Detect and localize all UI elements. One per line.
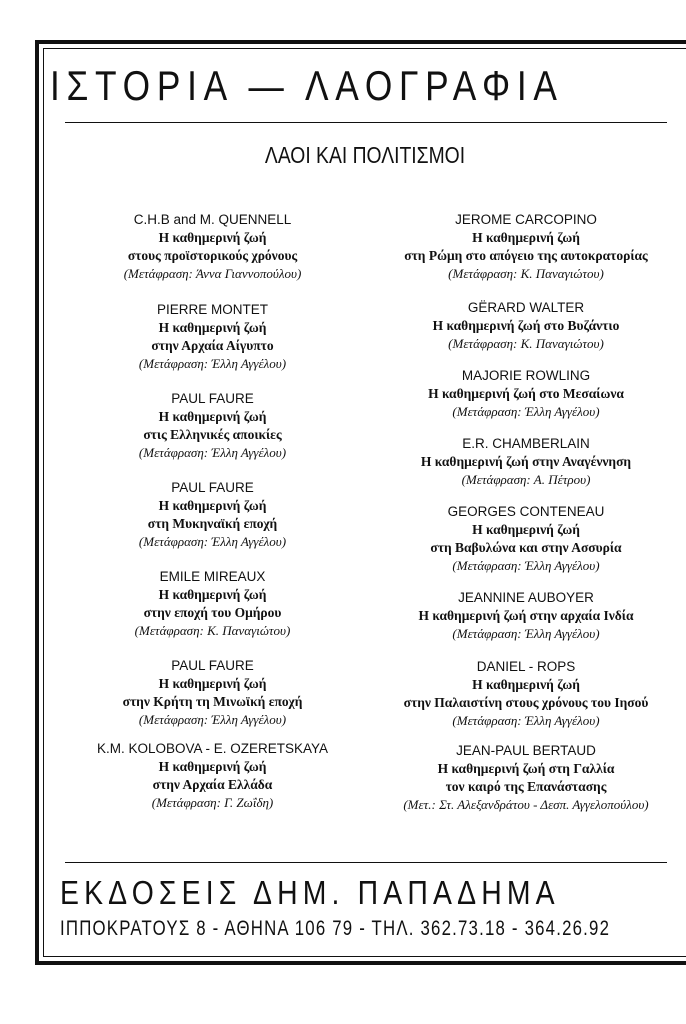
book-author: GËRARD WALTER [467, 300, 585, 315]
book-title-line: στην Αρχαία Αίγυπτο [151, 338, 274, 353]
book-title-line: Η καθημερινή ζωή στην αρχαία Ινδία [418, 608, 634, 623]
book-title-line: Η καθημερινή ζωή [158, 320, 267, 335]
book-title-line: Η καθημερινή ζωή στο Βυζάντιο [432, 318, 620, 333]
book-author: JEAN-PAUL BERTAUD [456, 743, 596, 758]
bottom-divider [65, 862, 667, 863]
book-author: PAUL FAURE [171, 658, 254, 673]
book-title-line: Η καθημερινή ζωή [472, 230, 580, 245]
book-translator: (Μετάφραση: Κ. Παναγιώτου) [448, 266, 604, 281]
book-entry [370, 210, 682, 298]
book-translator: (Μετάφραση: Έλλη Αγγέλου) [452, 713, 600, 728]
book-translator: (Μετάφραση: Έλλη Αγγέλου) [138, 356, 287, 371]
book-entry [75, 389, 350, 478]
book-title-line: στην Κρήτη τη Μινωϊκή εποχή [122, 694, 303, 709]
book-translator: (Μετάφραση: Άννα Γιαννοπούλου) [123, 266, 302, 281]
book-author: DANIEL - ROPS [476, 659, 576, 674]
book-title-line: Η καθημερινή ζωή [158, 409, 267, 424]
book-title-line: Η καθημερινή ζωή [158, 498, 267, 513]
publisher-address: ΙΠΠΟΚΡΑΤΟΥΣ 8 - ΑΘΗΝΑ 106 79 - ΤΗΛ. 362.73.18 - 364.26.92 [60, 917, 611, 940]
book-author: EMILE MIREAUX [159, 569, 266, 584]
book-title-line: Η καθημερινή ζωή [158, 230, 267, 245]
book-author: PAUL FAURE [171, 391, 254, 406]
book-title-line: Η καθημερινή ζωή στη Γαλλία [437, 761, 615, 776]
book-entry [370, 366, 682, 434]
book-entry [370, 502, 682, 588]
book-entry [370, 741, 682, 821]
book-entry [75, 300, 350, 389]
book-title-line: στη Βαβυλώνα και στην Ασσυρία [430, 540, 622, 555]
series-title: ΛΑΟΙ ΚΑΙ ΠΟΛΙΤΙΣΜΟΙ [264, 142, 466, 168]
top-divider [65, 122, 667, 123]
book-title-line: Η καθημερινή ζωή [158, 676, 267, 691]
book-title-line: στην Αρχαία Ελλάδα [152, 777, 273, 792]
book-translator: (Μετάφραση: Α. Πέτρου) [461, 472, 591, 487]
book-entry [370, 298, 682, 366]
book-entry [75, 478, 350, 567]
book-translator: (Μετάφραση: Έλλη Αγγέλου) [138, 445, 287, 460]
book-translator: (Μετάφραση: Έλλη Αγγέλου) [138, 712, 287, 727]
book-translator: (Μετ.: Στ. Αλεξανδράτου - Δεσπ. Αγγελοπούλου) [403, 797, 649, 812]
book-entry [370, 434, 682, 502]
book-title-line: Η καθημερινή ζωή στο Μεσαίωνα [428, 386, 624, 401]
book-title-line: Η καθημερινή ζωή στην Αναγέννηση [420, 454, 632, 469]
book-author: GEORGES CONTENEAU [447, 504, 605, 519]
publisher-name: ΕΚΔΟΣΕΙΣ ΔΗΜ. ΠΑΠΑΔΗΜΑ [60, 874, 560, 911]
book-entry [370, 588, 682, 657]
book-title-line: στην Παλαιστίνη στους χρόνους του Ιησού [403, 695, 649, 710]
book-author: E.R. CHAMBERLAIN [462, 436, 590, 451]
book-entry [75, 656, 350, 739]
book-entry [75, 210, 350, 300]
book-entry [75, 739, 350, 819]
book-author: JEROME CARCOPINO [455, 212, 597, 227]
book-translator: (Μετάφραση: Κ. Παναγιώτου) [448, 336, 604, 351]
book-title-line: τον καιρό της Επανάστασης [445, 779, 607, 794]
left-book-list [75, 210, 350, 819]
book-author: PIERRE MONTET [156, 302, 268, 317]
book-entry [75, 567, 350, 656]
book-translator: (Μετάφραση: Έλλη Αγγέλου) [452, 558, 600, 573]
book-translator: (Μετάφραση: Γ. Ζωΐδη) [151, 795, 274, 810]
book-title-line: στη Μυκηναϊκή εποχή [147, 516, 278, 531]
book-title-line: στους προϊστορικούς χρόνους [127, 248, 298, 263]
book-translator: (Μετάφραση: Έλλη Αγγέλου) [138, 534, 287, 549]
book-title-line: στη Ρώμη στο απόγειο της αυτοκρατορίας [404, 248, 648, 263]
book-translator: (Μετάφραση: Κ. Παναγιώτου) [134, 623, 291, 638]
book-translator: (Μετάφραση: Έλλη Αγγέλου) [452, 404, 600, 419]
book-translator: (Μετάφραση: Έλλη Αγγέλου) [452, 626, 600, 641]
book-title-line: Η καθημερινή ζωή [158, 587, 267, 602]
book-title-line: Η καθημερινή ζωή [158, 759, 267, 774]
book-title-line: στην εποχή του Ομήρου [143, 605, 282, 620]
book-author: JEANNINE AUBOYER [458, 590, 594, 605]
book-author: C.H.B and M. QUENNELL [133, 212, 292, 227]
book-title-line: Η καθημερινή ζωή [472, 677, 580, 692]
book-author: PAUL FAURE [171, 480, 254, 495]
book-title-line: Η καθημερινή ζωή [472, 522, 580, 537]
book-author: MAJORIE ROWLING [461, 368, 591, 383]
book-title-line: στις Ελληνικές αποικίες [143, 427, 282, 442]
book-author: K.M. KOLOBOVA - E. OZERETSKAYA [96, 741, 329, 756]
book-entry [370, 657, 682, 741]
right-book-list [370, 210, 682, 821]
page-title: ΙΣΤΟΡΙΑ — ΛΑΟΓΡΑΦΙΑ [50, 62, 564, 109]
